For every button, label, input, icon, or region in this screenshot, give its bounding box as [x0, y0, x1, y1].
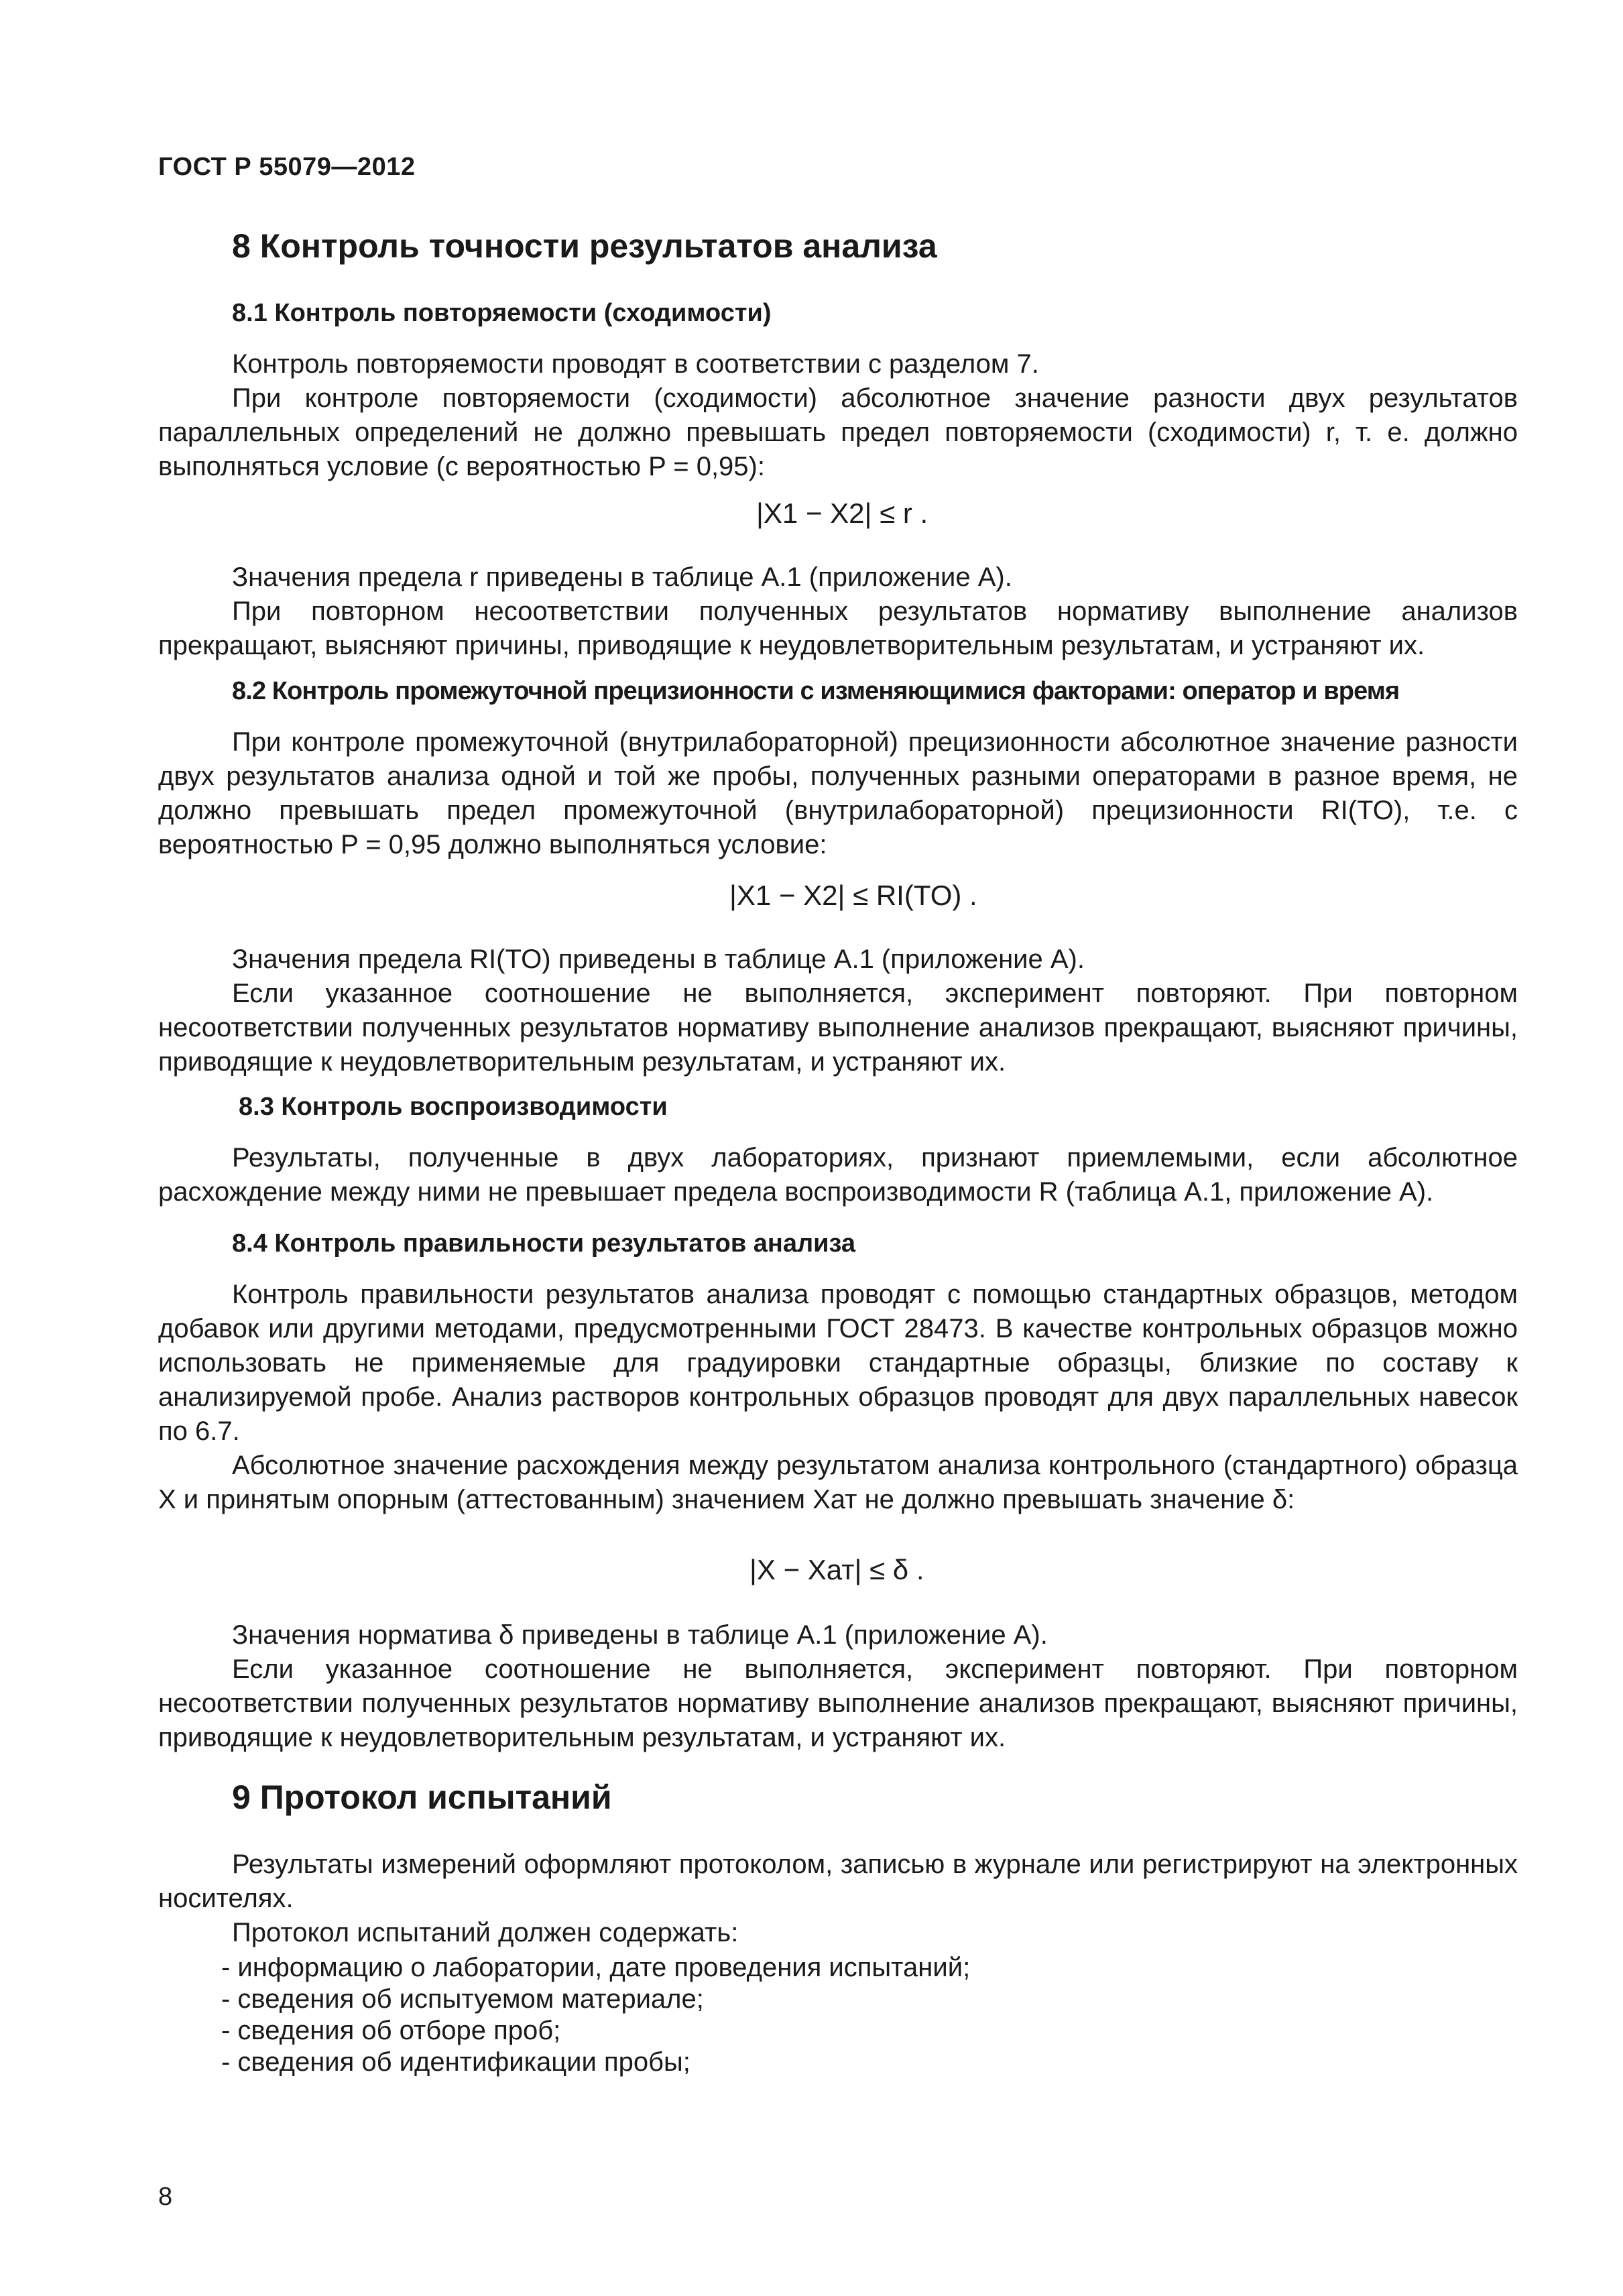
section-8-4-body-2: [158, 1618, 1518, 1755]
formula-repeatability: |X1 − X2| ≤ r .: [756, 497, 928, 529]
paragraph: Абсолютное значение расхождения между результатом анализа контрольного (стандартного) образца X и принятым опорным (аттестованным) значением Xат не должно превышать значение δ:: [158, 1451, 1518, 1514]
protocol-contents-list: [221, 1952, 970, 2078]
list-item: - сведения об идентификации пробы;: [221, 2047, 690, 2077]
section-8-2-body: [158, 725, 1518, 862]
paragraph: Значения предела r приведены в таблице А.1 (приложение А).: [232, 562, 1012, 592]
paragraph: Результаты измерений оформляют протоколом, записью в журнале или регистрируют на электронных носителях.: [158, 1850, 1518, 1913]
paragraph: Если указанное соотношение не выполняется, эксперимент повторяют. При повторном несоответствии полученных результатов нормативу выполнение анализов прекращают, выясняют причины, приводящие к неудовлетворительным результатам, и устраняют их.: [158, 1654, 1518, 1752]
paragraph: Контроль повторяемости проводят в соответствии с разделом 7.: [232, 349, 1039, 379]
section-8-3-title: 8.3 Контроль воспроизводимости: [239, 1093, 668, 1121]
section-8-4-title: 8.4 Контроль правильности результатов анализа: [232, 1229, 856, 1258]
page-number: 8: [158, 2183, 173, 2211]
paragraph: Значения предела RI(TO) приведены в таблице А.1 (приложение А).: [232, 945, 1085, 974]
paragraph: При контроле повторяемости (сходимости) абсолютное значение разности двух результатов параллельных определений не должно превышать предел повторяемости (сходимости) r, т. е. должно выполняться условие (с вероятностью P = 0,95):: [158, 383, 1518, 481]
paragraph: Протокол испытаний должен содержать:: [232, 1918, 739, 1947]
section-9-title: 9 Протокол испытаний: [232, 1778, 612, 1816]
section-8-1-title: 8.1 Контроль повторяемости (сходимости): [232, 299, 772, 327]
section-8-1-body-2: [158, 560, 1518, 663]
section-8-2-title: 8.2 Контроль промежуточной прецизионности с изменяющимися факторами: оператор и время: [232, 677, 1400, 705]
paragraph: Значения норматива δ приведены в таблице А.1 (приложение А).: [232, 1620, 1048, 1650]
document-code: ГОСТ Р 55079—2012: [158, 153, 416, 181]
paragraph: Результаты, полученные в двух лабораториях, признают приемлемыми, если абсолютное расхождение между ними не превышает предела воспроизводимости R (таблица А.1, приложение А).: [158, 1143, 1518, 1207]
section-8-4-body: [158, 1278, 1518, 1517]
paragraph: Контроль правильности результатов анализа проводят с помощью стандартных образцов, методом добавок или другими методами, предусмотренными ГОСТ 28473. В качестве контрольных образцов можно использовать не применяемые для градуировки стандартные образцы, близкие по составу к анализируемой пробе. Анализ растворов контрольных образцов проводят для двух параллельных навесок по 6.7.: [158, 1280, 1518, 1446]
formula-trueness: |X − Xат| ≤ δ .: [749, 1554, 924, 1585]
section-8-title: 8 Контроль точности результатов анализа: [232, 227, 937, 265]
section-9-body: [158, 1848, 1518, 1950]
paragraph: При контроле промежуточной (внутрилабораторной) прецизионности абсолютное значение разности двух результатов анализа одной и той же пробы, полученных разными операторами в разное время, не должно превышать предел промежуточной (внутрилабораторной) прецизионности RI(TO), т.е. с вероятностью P = 0,95 должно выполняться условие:: [158, 727, 1518, 859]
list-item: - сведения об испытуемом материале;: [221, 1984, 704, 2014]
list-item: - сведения об отборе проб;: [221, 2016, 561, 2045]
list-item: - информацию о лаборатории, дате проведения испытаний;: [221, 1953, 971, 1982]
paragraph: При повторном несоответствии полученных результатов нормативу выполнение анализов прекращают, выясняют причины, приводящие к неудовлетворительным результатам, и устраняют их.: [158, 597, 1518, 660]
section-8-3-body: [158, 1141, 1518, 1209]
formula-intermediate-precision: |X1 − X2| ≤ RI(TO) .: [729, 880, 977, 911]
section-8-1-body: [158, 347, 1518, 484]
paragraph: Если указанное соотношение не выполняется, эксперимент повторяют. При повторном несоответствии полученных результатов нормативу выполнение анализов прекращают, выясняют причины, приводящие к неудовлетворительным результатам, и устраняют их.: [158, 979, 1518, 1077]
section-8-2-body-2: [158, 943, 1518, 1079]
